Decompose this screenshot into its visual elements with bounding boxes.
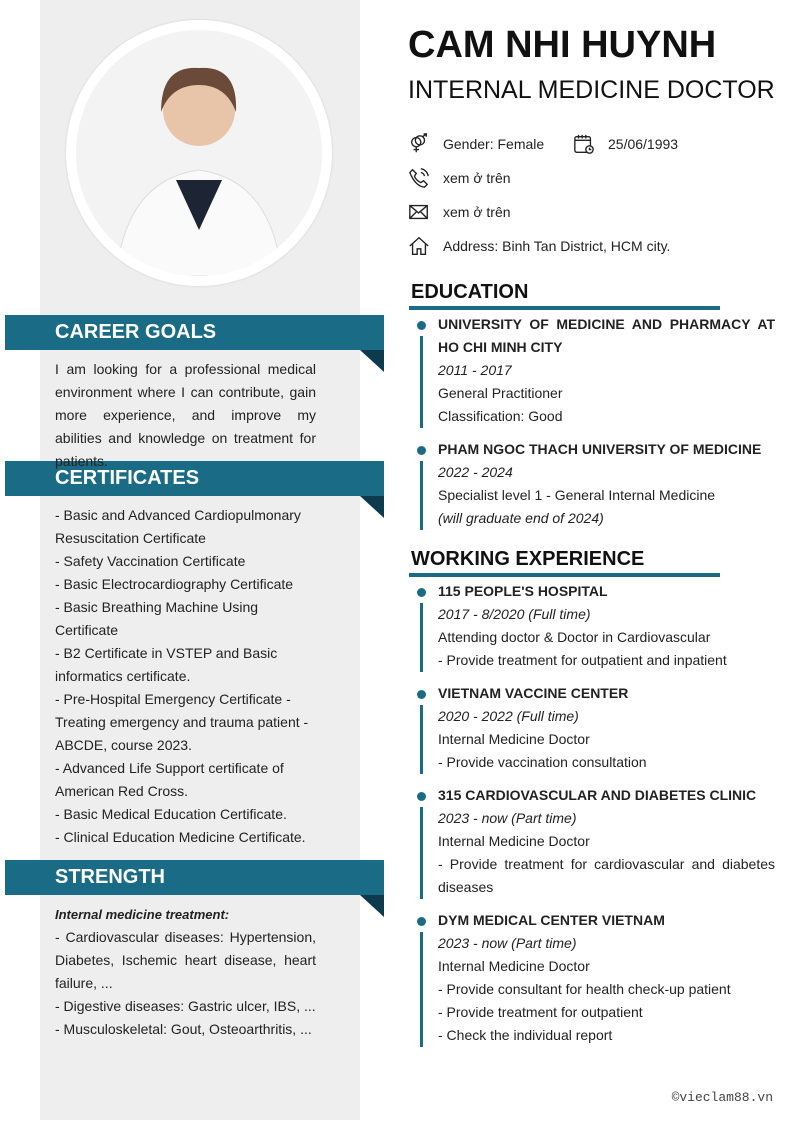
certificate-item: - B2 Certificate in VSTEP and Basic informatics certificate. [55, 645, 278, 684]
watermark: ©vieclam88.vn [671, 1090, 773, 1105]
strength-list [55, 903, 316, 1041]
gender-row [408, 133, 544, 155]
birthday-row [573, 133, 678, 155]
section-divider [409, 306, 720, 310]
company-name: VIETNAM VACCINE CENTER [438, 685, 629, 701]
study-period: 2011 - 2017 [438, 362, 512, 378]
entry-line: - Provide vaccination consultation [438, 754, 647, 770]
certificate-item: - Safety Vaccination Certificate [55, 553, 246, 569]
strength-item: - Digestive diseases: Gastric ulcer, IBS, ... [55, 998, 316, 1014]
timeline-line [420, 461, 423, 530]
work-period: 2023 - now (Part time) [438, 810, 577, 826]
certificate-item: - Basic Breathing Machine Using Certificate [55, 599, 259, 638]
ribbon-fold [360, 496, 384, 518]
ribbon-fold [360, 350, 384, 372]
strength-item: - Cardiovascular diseases: Hypertension, Diabetes, Ischemic heart disease, heart failure, ... [55, 929, 316, 991]
phone-row [408, 167, 511, 189]
phone-icon [408, 167, 430, 189]
entry-line: - Provide treatment for outpatient and inpatient [438, 652, 727, 668]
experience-entry [438, 682, 775, 774]
phone-text: xem ở trên [443, 170, 511, 186]
gender-icon [408, 133, 430, 155]
experience-entry [438, 784, 775, 899]
candidate-role: INTERNAL MEDICINE DOCTOR [408, 76, 775, 104]
school-name: UNIVERSITY OF MEDICINE AND PHARMACY AT HO CHI MINH CITY [438, 316, 775, 355]
entry-line: Attending doctor & Doctor in Cardiovascular [438, 629, 711, 645]
timeline-line [420, 603, 423, 672]
address-text: Address: Binh Tan District, HCM city. [443, 238, 671, 254]
entry-line: - Provide consultant for health check-up patient [438, 981, 731, 997]
candidate-name: CAM NHI HUYNH [408, 24, 717, 66]
certificate-item: - Pre-Hospital Emergency Certificate - Treating emergency and trauma patient - ABCDE, course 2023. [55, 691, 309, 753]
company-name: DYM MEDICAL CENTER VIETNAM [438, 912, 665, 928]
entry-line: Internal Medicine Doctor [438, 731, 590, 747]
calendar-icon [573, 133, 595, 155]
gender-text: Gender: Female [443, 136, 545, 152]
certificate-item: - Basic Medical Education Certificate. [55, 806, 287, 822]
career-goals-text: I am looking for a professional medical environment where I can contribute, gain more experience, and improve my abilities and knowledge on treatment for patients. [55, 361, 316, 469]
entry-line: - Provide treatment for cardiovascular and diabetes diseases [438, 856, 775, 895]
experience-heading: WORKING EXPERIENCE [411, 548, 645, 570]
entry-line: General Practitioner [438, 385, 563, 401]
experience-entry [438, 909, 775, 1047]
timeline-line [420, 932, 423, 1047]
timeline-line [420, 705, 423, 774]
timeline-dot [417, 917, 426, 926]
education-entry [438, 438, 775, 530]
certificate-item: - Basic Electrocardiography Certificate [55, 576, 294, 592]
certificate-item: - Basic and Advanced Cardiopulmonary Resuscitation Certificate [55, 507, 301, 546]
address-row [408, 235, 670, 257]
education-heading: EDUCATION [411, 281, 529, 303]
timeline-dot [417, 792, 426, 801]
certificates-list [55, 504, 316, 849]
entry-line: - Provide treatment for outpatient [438, 1004, 643, 1020]
career-goals-heading: CAREER GOALS [5, 315, 384, 350]
email-row [408, 201, 511, 223]
timeline-line [420, 807, 423, 899]
certificate-item: - Clinical Education Medicine Certificate. [55, 829, 306, 845]
work-period: 2023 - now (Part time) [438, 935, 577, 951]
strength-heading: STRENGTH [5, 860, 384, 895]
entry-line: Internal Medicine Doctor [438, 833, 590, 849]
strength-subtitle: Internal medicine treatment: [55, 907, 230, 922]
section-divider [409, 573, 720, 577]
certificate-item: - Advanced Life Support certificate of American Red Cross. [55, 760, 284, 799]
profile-photo [66, 20, 332, 286]
education-entry [438, 313, 775, 428]
study-period: 2022 - 2024 [438, 464, 513, 480]
timeline-dot [417, 446, 426, 455]
work-period: 2020 - 2022 (Full time) [438, 708, 579, 724]
company-name: 315 CARDIOVASCULAR AND DIABETES CLINIC [438, 787, 757, 803]
certificates-heading: CERTIFICATES [5, 461, 384, 496]
home-icon [408, 235, 430, 257]
timeline-dot [417, 690, 426, 699]
entry-line: Classification: Good [438, 408, 563, 424]
work-period: 2017 - 8/2020 (Full time) [438, 606, 591, 622]
timeline-line [420, 336, 423, 428]
entry-line: Internal Medicine Doctor [438, 958, 590, 974]
ribbon-fold [360, 895, 384, 917]
timeline-dot [417, 588, 426, 597]
entry-note: (will graduate end of 2024) [438, 510, 604, 526]
company-name: 115 PEOPLE'S HOSPITAL [438, 583, 608, 599]
timeline-dot [417, 321, 426, 330]
email-icon [408, 201, 430, 223]
birthday-text: 25/06/1993 [608, 136, 679, 152]
experience-entry [438, 580, 775, 672]
school-name: PHAM NGOC THACH UNIVERSITY OF MEDICINE [438, 441, 762, 457]
entry-line: - Check the individual report [438, 1027, 613, 1043]
entry-line: Specialist level 1 - General Internal Medicine [438, 487, 716, 503]
email-text: xem ở trên [443, 204, 511, 220]
strength-item: - Musculoskeletal: Gout, Osteoarthritis, ... [55, 1021, 312, 1037]
